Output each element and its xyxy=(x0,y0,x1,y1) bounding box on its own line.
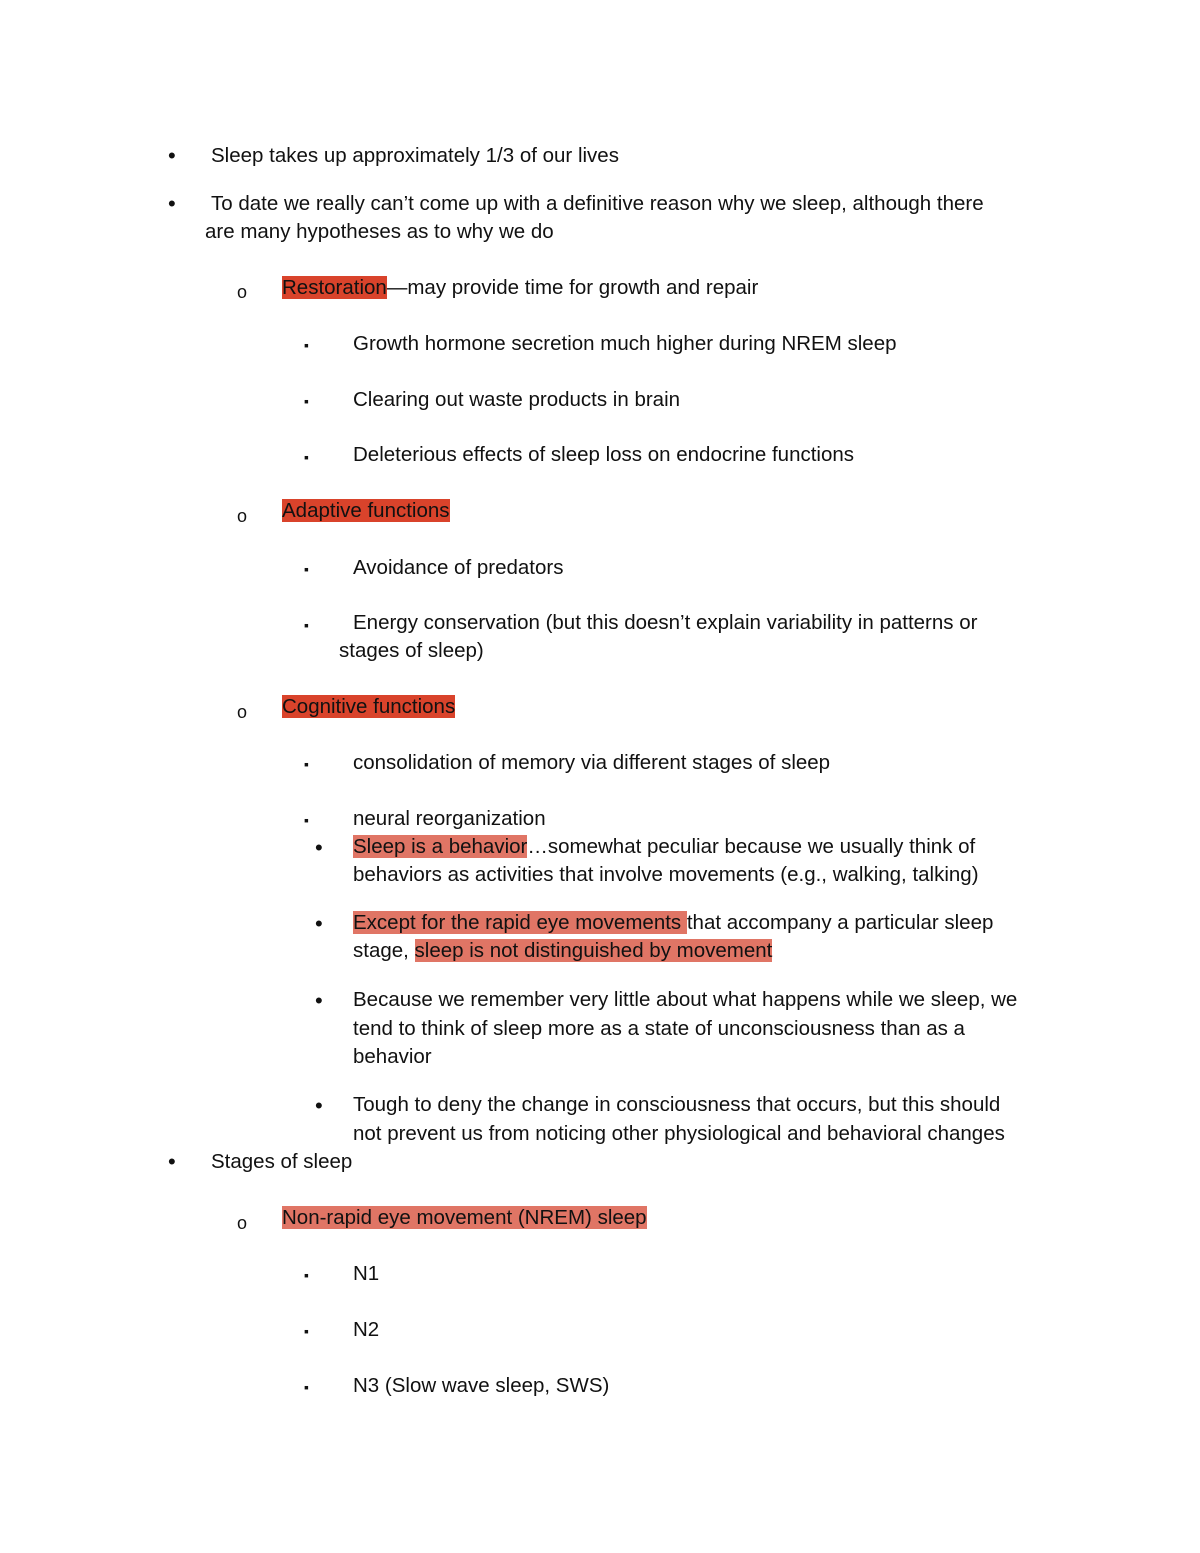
item-energy-line2: stages of sleep) xyxy=(339,639,484,662)
bullet-circle-icon: o xyxy=(237,506,248,526)
item-adaptive xyxy=(282,497,450,526)
item-n1: N1 xyxy=(353,1262,380,1285)
highlight-not-movement: sleep is not distinguished by movement xyxy=(414,939,773,962)
item-tough-line2: not prevent us from noticing other physiological and behavioral changes xyxy=(353,1122,1005,1145)
item-no-reason-line2: are many hypotheses as to why we do xyxy=(205,220,554,243)
highlight-sleep-behavior: Sleep is a behavior xyxy=(353,835,528,858)
item-stages: Stages of sleep xyxy=(211,1150,353,1173)
bullet-square-icon: ▪ xyxy=(304,1323,309,1339)
highlight-adaptive: Adaptive functions xyxy=(282,499,450,522)
item-n3: N3 (Slow wave sleep, SWS) xyxy=(353,1374,610,1397)
item-energy-line1: Energy conservation (but this doesn’t explain variability in patterns or xyxy=(353,611,978,634)
item-growth-hormone: Growth hormone secretion much higher during NREM sleep xyxy=(353,332,897,355)
item-restoration xyxy=(282,274,758,303)
bullet-disc-icon: • xyxy=(315,835,323,860)
highlight-nrem: Non-rapid eye movement (NREM) sleep xyxy=(282,1206,647,1229)
bullet-square-icon: ▪ xyxy=(304,812,309,828)
behavior-rest: …somewhat peculiar because we usually think of xyxy=(527,835,976,858)
highlight-cognitive: Cognitive functions xyxy=(282,695,456,718)
bullet-disc-icon: • xyxy=(315,911,323,936)
highlight-restoration: Restoration xyxy=(282,276,387,299)
restoration-rest: —may provide time for growth and repair xyxy=(386,276,759,299)
item-memory: consolidation of memory via different stages of sleep xyxy=(353,751,831,774)
item-sleep-third: Sleep takes up approximately 1/3 of our lives xyxy=(211,144,619,167)
item-behavior-line1 xyxy=(353,833,975,862)
item-nrem xyxy=(282,1204,647,1233)
bullet-square-icon: ▪ xyxy=(304,617,309,633)
bullet-circle-icon: o xyxy=(237,1213,248,1233)
item-predators: Avoidance of predators xyxy=(353,556,564,579)
bullet-disc-icon: • xyxy=(315,988,323,1013)
bullet-disc-icon: • xyxy=(168,191,176,216)
rem-stage-prefix: stage, xyxy=(353,939,415,962)
bullet-circle-icon: o xyxy=(237,702,248,722)
rem-rest: that accompany a particular sleep xyxy=(686,911,994,934)
bullet-square-icon: ▪ xyxy=(304,337,309,353)
item-remember-line3: behavior xyxy=(353,1045,432,1068)
bullet-square-icon: ▪ xyxy=(304,756,309,772)
item-remember-line2: tend to think of sleep more as a state of unconsciousness than as a xyxy=(353,1017,965,1040)
item-rem-line1 xyxy=(353,909,993,938)
bullet-circle-icon: o xyxy=(237,282,248,302)
item-endocrine: Deleterious effects of sleep loss on endocrine functions xyxy=(353,443,855,466)
bullet-disc-icon: • xyxy=(168,143,176,168)
item-waste-products: Clearing out waste products in brain xyxy=(353,388,681,411)
item-neural: neural reorganization xyxy=(353,807,546,830)
item-rem-line2 xyxy=(353,937,772,966)
bullet-square-icon: ▪ xyxy=(304,393,309,409)
item-behavior-line2: behaviors as activities that involve movements (e.g., walking, talking) xyxy=(353,863,979,886)
bullet-square-icon: ▪ xyxy=(304,1267,309,1283)
bullet-square-icon: ▪ xyxy=(304,561,309,577)
bullet-disc-icon: • xyxy=(168,1149,176,1174)
item-no-reason-line1: To date we really can’t come up with a definitive reason why we sleep, although there xyxy=(211,192,984,215)
bullet-disc-icon: • xyxy=(315,1093,323,1118)
bullet-square-icon: ▪ xyxy=(304,449,309,465)
item-n2: N2 xyxy=(353,1318,380,1341)
bullet-square-icon: ▪ xyxy=(304,1379,309,1395)
item-tough-line1: Tough to deny the change in consciousness that occurs, but this should xyxy=(353,1093,1001,1116)
item-remember-line1: Because we remember very little about what happens while we sleep, we xyxy=(353,988,1018,1011)
item-cognitive xyxy=(282,693,455,722)
highlight-rapid-eye: Except for the rapid eye movements xyxy=(353,911,687,934)
